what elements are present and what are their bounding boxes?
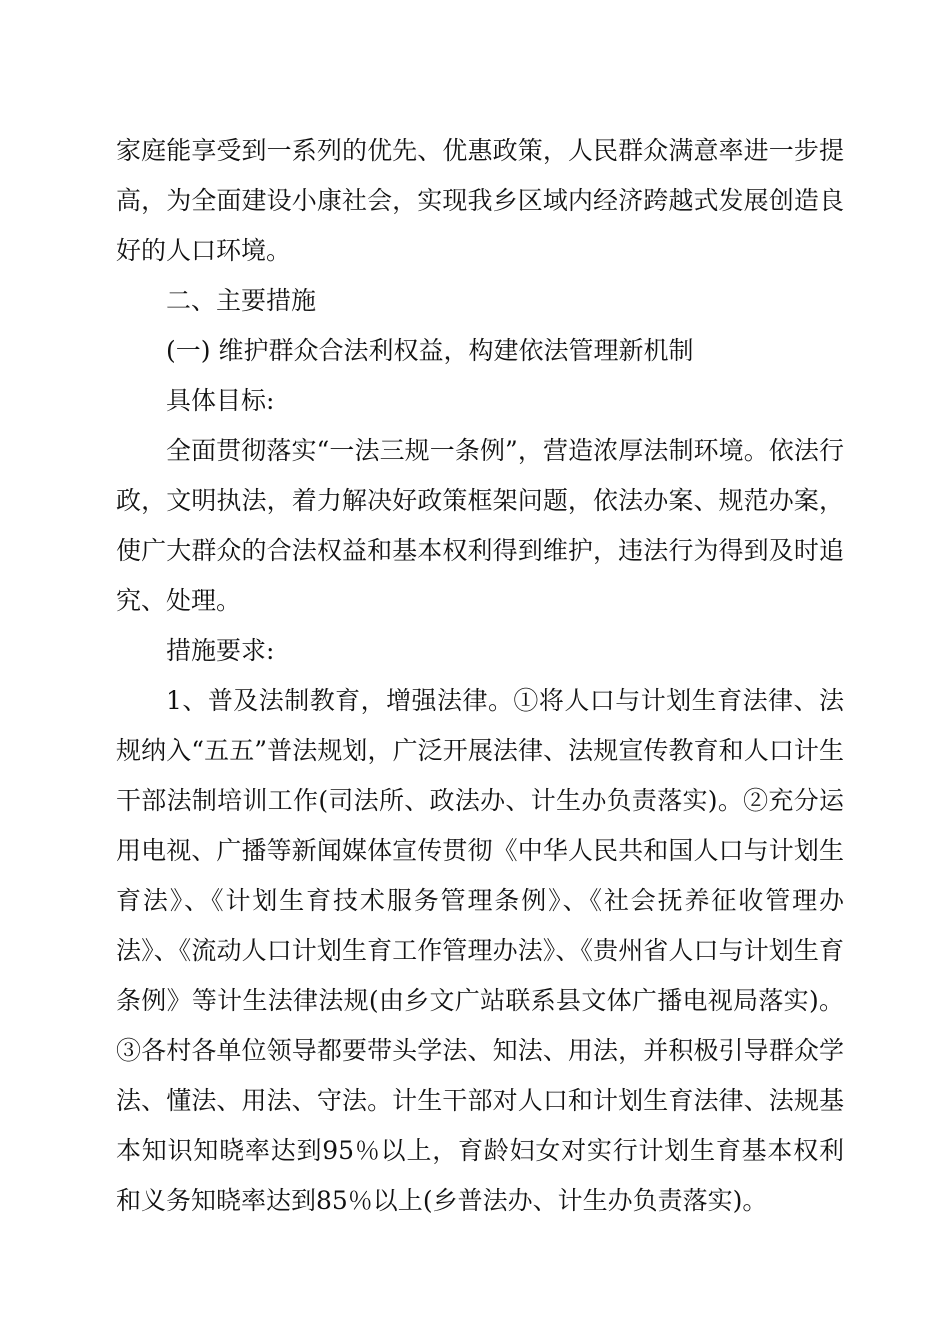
- subsection-heading-1: (一) 维护群众合法利权益，构建依法管理新机制: [166, 336, 694, 365]
- section-heading-main-measures: 二、主要措施: [166, 286, 317, 315]
- label-specific-goals: 具体目标:: [166, 386, 275, 415]
- paragraph-1: 家庭能享受到一系列的优先、优惠政策，人民群众满意率进一步提高，为全面建设小康社会，实现我乡区域内经济跨越式发展创造良好的人口环境。: [116, 136, 844, 265]
- document-body: [116, 126, 844, 1226]
- paragraph-legal-education: 1、普及法制教育，增强法律。①将人口与计划生育法律、法规纳入“五五”普法规划，广泛开展法律、法规宣传教育和人口计生干部法制培训工作(司法所、政法办、计生办负责落实)。②充分运用电视、广播等新闻媒体宣传贯彻《中华人民共和国人口与计划生育法》、《计划生育技术服务管理条例》、《社会抚养征收管理办法》、《流动人口计划生育工作管理办法》、《贵州省人口与计划生育条例》等计生法律法规(由乡文广站联系县文体广播电视局落实)。③各村各单位领导都要带头学法、知法、用法，并积极引导群众学法、懂法、用法、守法。计生干部对人口和计划生育法律、法规基本知识知晓率达到95％以上，育龄妇女对实行计划生育基本权利和义务知晓率达到85％以上(乡普法办、计生办负责落实)。: [116, 686, 844, 1215]
- paragraph-goals: 全面贯彻落实“一法三规一条例”，营造浓厚法制环境。依法行政，文明执法，着力解决好政策框架问题，依法办案、规范办案，使广大群众的合法权益和基本权利得到维护，违法行为得到及时追究、处理。: [116, 436, 844, 615]
- label-measure-requirements: 措施要求:: [166, 636, 275, 665]
